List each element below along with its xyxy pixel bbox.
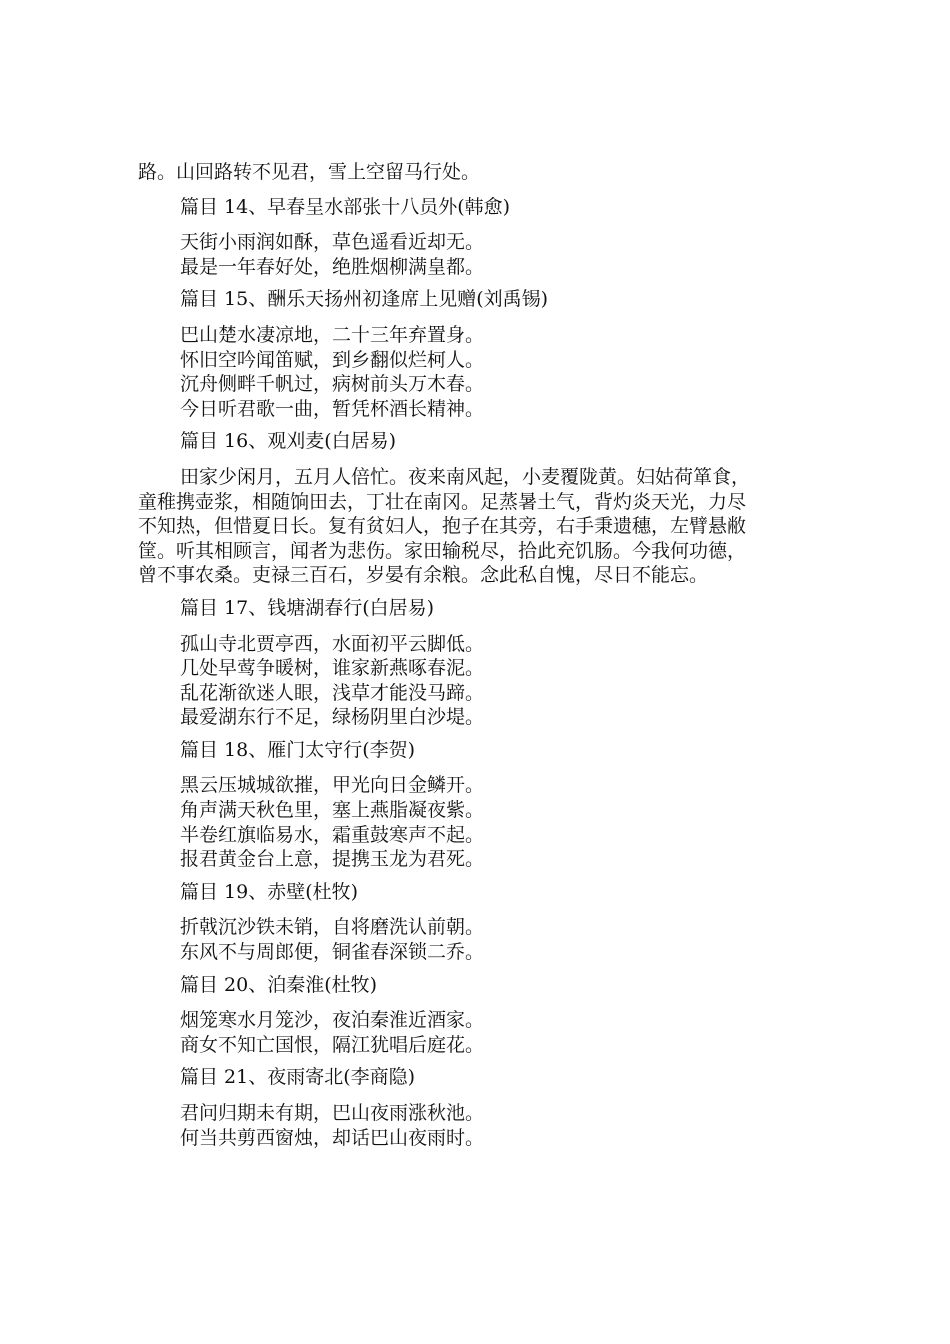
section-heading: 篇目 15、酬乐天扬州初逢席上见赠(刘禹锡) (180, 288, 549, 311)
poem-line: 烟笼寒水月笼沙，夜泊秦淮近酒家。 (180, 1009, 485, 1032)
prose-line: 童稚携壶浆，相随饷田去，丁壮在南冈。足蒸暑土气，背灼炎天光，力尽 (138, 490, 747, 513)
poem-line: 天街小雨润如酥，草色遥看近却无。 (180, 231, 485, 254)
poem-line: 君问归期未有期，巴山夜雨涨秋池。 (180, 1102, 485, 1124)
prose-line: 田家少闲月，五月人倍忙。夜来南风起，小麦覆陇黄。妇姑荷箪食， (180, 465, 751, 488)
poem-line: 东风不与周郎便，铜雀春深锁二乔。 (180, 941, 485, 964)
poem-line: 沉舟侧畔千帆过，病树前头万木春。 (180, 373, 485, 396)
poem-line: 怀旧空吟闻笛赋，到乡翻似烂柯人。 (180, 348, 485, 371)
poem-line: 商女不知亡国恨，隔江犹唱后庭花。 (180, 1033, 485, 1056)
poem-line: 几处早莺争暖树，谁家新燕啄春泥。 (180, 657, 485, 680)
section-16 (138, 429, 838, 588)
section-heading: 篇目 19、赤壁(杜牧) (180, 880, 359, 903)
poem-line: 巴山楚水凄凉地，二十三年弃置身。 (180, 323, 485, 346)
poem-line: 黑云压城城欲摧，甲光向日金鳞开。 (180, 774, 485, 797)
section-heading: 篇目 17、钱塘湖春行(白居易) (180, 596, 435, 619)
poem-line: 今日听君歌一曲，暂凭杯酒长精神。 (180, 397, 485, 420)
poem-line: 最是一年春好处，绝胜烟柳满皇都。 (180, 255, 485, 278)
poem-line: 半卷红旗临易水，霜重鼓寒声不起。 (180, 823, 485, 846)
section-18 (138, 738, 838, 872)
section-17 (138, 596, 838, 730)
poem-line: 孤山寺北贾亭西，水面初平云脚低。 (180, 632, 485, 655)
section-15 (138, 287, 838, 421)
intro-line: 路。山回路转不见君，雪上空留马行处。 (138, 161, 481, 183)
poem-line: 最爱湖东行不足，绿杨阴里白沙堤。 (180, 706, 485, 729)
poem-line: 乱花渐欲迷人眼，浅草才能没马蹄。 (180, 681, 485, 704)
section-14 (138, 195, 838, 280)
document-page (138, 160, 838, 1150)
section-heading: 篇目 14、早春呈水部张十八员外(韩愈) (180, 195, 511, 218)
section-heading: 篇目 16、观刈麦(白居易) (180, 430, 397, 453)
poem-line: 角声满天秋色里，塞上燕脂凝夜紫。 (180, 799, 485, 822)
section-20 (138, 973, 838, 1058)
section-heading: 篇目 21、夜雨寄北(李商隐) (180, 1066, 416, 1089)
poem-line: 折戟沉沙铁未销，自将磨洗认前朝。 (180, 916, 485, 939)
section-heading: 篇目 20、泊秦淮(杜牧) (180, 973, 378, 996)
prose-line: 筐。听其相顾言，闻者为悲伤。家田输税尽，拾此充饥肠。今我何功德， (138, 539, 747, 562)
prose-line: 不知热，但惜夏日长。复有贫妇人，抱子在其旁，右手秉遗穗，左臂悬敝 (138, 515, 747, 538)
section-21 (138, 1065, 838, 1150)
section-19 (138, 880, 838, 965)
poem-line: 报君黄金台上意，提携玉龙为君死。 (180, 848, 485, 871)
prose-line: 曾不事农桑。吏禄三百石，岁晏有余粮。念此私自愧，尽日不能忘。 (138, 564, 709, 587)
poem-line: 何当共剪西窗烛，却话巴山夜雨时。 (180, 1126, 485, 1149)
section-heading: 篇目 18、雁门太守行(李贺) (180, 738, 416, 761)
